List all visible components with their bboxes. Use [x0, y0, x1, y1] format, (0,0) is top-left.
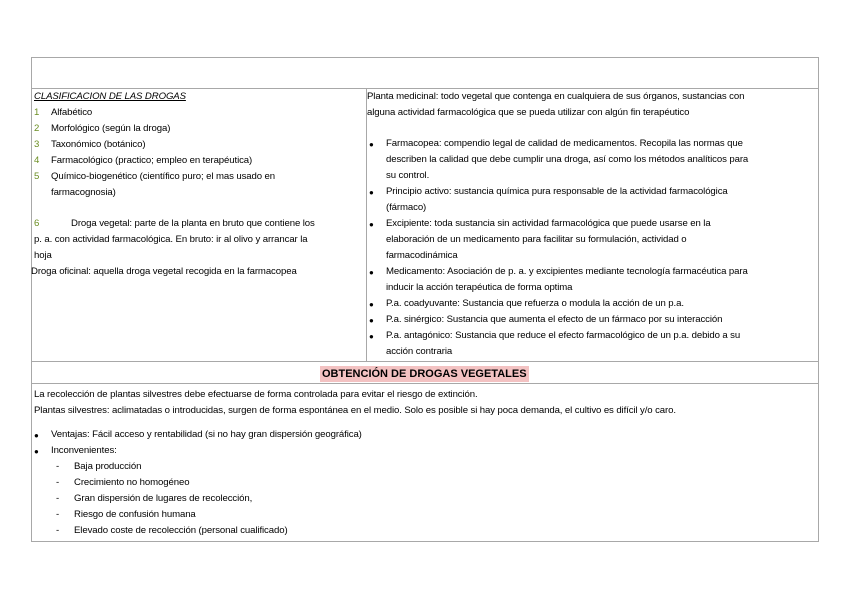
- sub-item: Crecimiento no homogéneo: [74, 477, 190, 488]
- dash-icon: -: [56, 493, 60, 504]
- list-number: 4: [34, 155, 40, 166]
- sub-item: Baja producción: [74, 461, 142, 472]
- definition-line: P.a. coadyuvante: Sustancia que refuerza o modula la acción de un p.a.: [386, 298, 684, 309]
- bullet-icon: ●: [34, 447, 39, 456]
- list-number: 6: [34, 218, 40, 229]
- definition-line: Medicamento: Asociación de p. a. y excipientes mediante tecnología farmacéutica para: [386, 266, 748, 277]
- list-number: 3: [34, 139, 40, 150]
- planta-medicinal-line: alguna actividad farmacológica que se pueda utilizar con algún fin terapéutico: [367, 107, 690, 118]
- definition-line: su control.: [386, 170, 430, 181]
- droga-vegetal-line: p. a. con actividad farmacológica. En bruto: ir al olivo y arrancar la: [34, 234, 308, 245]
- definition-line: Excipiente: toda sustancia sin actividad farmacológica que puede usarse en la: [386, 218, 711, 229]
- list-item: Químico-biogenético (científico puro; el mas usado en: [51, 171, 276, 182]
- list-item-continuation: farmacognosia): [51, 187, 116, 198]
- bullet-icon: ●: [369, 140, 374, 149]
- sub-item: Elevado coste de recolección (personal cualificado): [74, 525, 288, 536]
- list-number: 2: [34, 123, 40, 134]
- bullet-icon: ●: [369, 300, 374, 309]
- list-item: Morfológico (según la droga): [51, 123, 171, 134]
- droga-oficinal: Droga oficinal: aquella droga vegetal recogida en la farmacopea: [31, 266, 297, 277]
- inconvenientes-item: Inconvenientes:: [51, 445, 117, 456]
- definition-line: Farmacopea: compendio legal de calidad de medicamentos. Recopila las normas que: [386, 138, 743, 149]
- row-divider-2: [31, 361, 819, 362]
- column-divider: [366, 88, 367, 361]
- dash-icon: -: [56, 509, 60, 520]
- planta-medicinal-line: Planta medicinal: todo vegetal que contenga en cualquiera de sus órganos, sustancias con: [367, 91, 745, 102]
- bullet-icon: ●: [369, 220, 374, 229]
- section-title: OBTENCIÓN DE DROGAS VEGETALES: [322, 368, 527, 380]
- definition-line: (fármaco): [386, 202, 427, 213]
- definition-line: describen la calidad que debe cumplir una droga, así como los métodos analíticos para: [386, 154, 749, 165]
- definition-line: farmacodinámica: [386, 250, 458, 261]
- list-item: Alfabético: [51, 107, 93, 118]
- dash-icon: -: [56, 461, 60, 472]
- bullet-icon: ●: [369, 332, 374, 341]
- bullet-icon: ●: [369, 316, 374, 325]
- list-number: 5: [34, 171, 40, 182]
- ventajas-item: Ventajas: Fácil acceso y rentabilidad (si no hay gran dispersión geográfica): [51, 429, 362, 440]
- list-item: Farmacológico (practico; empleo en terapéutica): [51, 155, 253, 166]
- bullet-icon: ●: [34, 431, 39, 440]
- classification-heading: CLASIFICACION DE LAS DROGAS: [34, 91, 186, 102]
- definition-line: Principio activo: sustancia química pura responsable de la actividad farmacológica: [386, 186, 728, 197]
- bullet-icon: ●: [369, 188, 374, 197]
- definition-line: elaboración de un medicamento para facilitar su formulación, actividad o: [386, 234, 687, 245]
- row-divider-3: [31, 383, 819, 384]
- list-item: Taxonómico (botánico): [51, 139, 146, 150]
- paragraph: Plantas silvestres: aclimatadas o introducidas, surgen de forma espontánea en el medio. Solo es posible si hay poca demanda, el cultivo es difícil y/o caro.: [34, 405, 676, 416]
- bullet-icon: ●: [369, 268, 374, 277]
- definition-line: P.a. antagónico: Sustancia que reduce el efecto farmacológico de un p.a. debido a su: [386, 330, 741, 341]
- droga-vegetal-line: Droga vegetal: parte de la planta en bruto que contiene los: [71, 218, 315, 229]
- sub-item: Gran dispersión de lugares de recolección,: [74, 493, 253, 504]
- sub-item: Riesgo de confusión humana: [74, 509, 196, 520]
- definition-line: P.a. sinérgico: Sustancia que aumenta el efecto de un fármaco por su interacción: [386, 314, 723, 325]
- list-number: 1: [34, 107, 40, 118]
- paragraph: La recolección de plantas silvestres debe efectuarse de forma controlada para evitar el riesgo de extinción.: [34, 389, 478, 400]
- droga-vegetal-line: hoja: [34, 250, 52, 261]
- definition-line: acción contraria: [386, 346, 453, 357]
- dash-icon: -: [56, 525, 60, 536]
- dash-icon: -: [56, 477, 60, 488]
- definition-line: inducir la acción terapéutica de forma optima: [386, 282, 573, 293]
